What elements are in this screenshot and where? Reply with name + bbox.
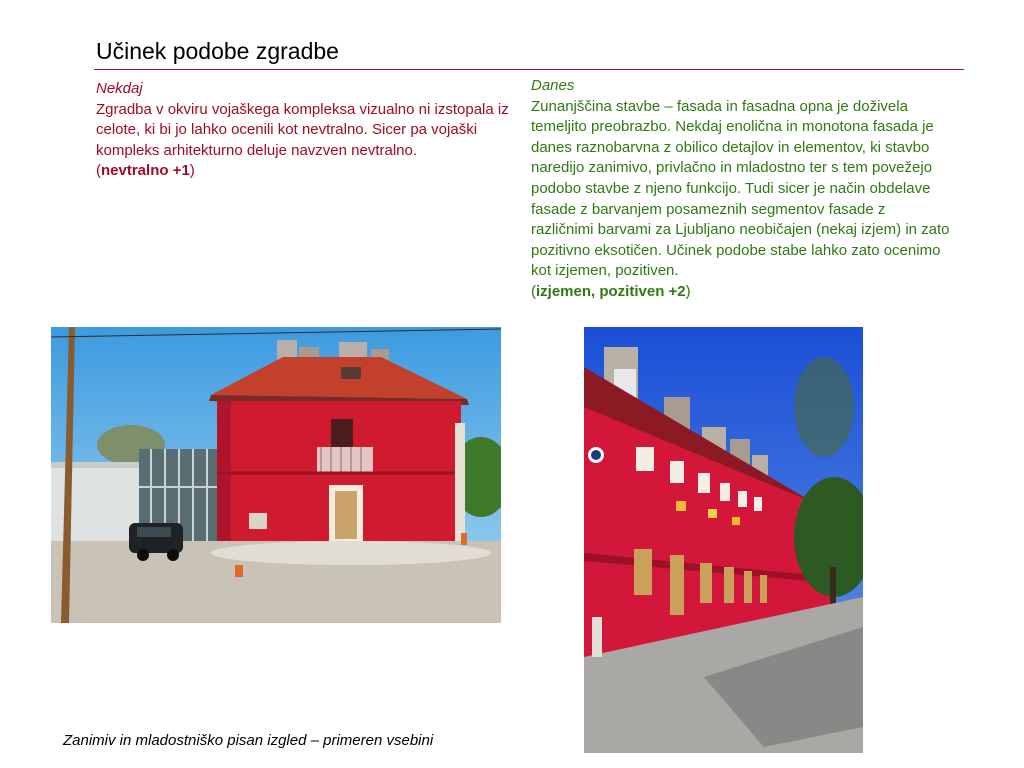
after-rating-value: izjemen, pozitiven +2: [536, 282, 686, 300]
before-rating-value: nevtralno +1: [101, 162, 190, 180]
after-heading: Danes: [531, 77, 575, 94]
before-description: Zgradba v okviru vojaškega kompleksa vizualno ni izstopala iz celote, ki bi jo lahko ocenili kot nevtralno. Sicer pa vojaški kompleks arhitekturno deluje navzven nevtralno.: [96, 100, 509, 159]
before-heading: Nekdaj: [96, 80, 143, 97]
title-divider: [94, 69, 964, 70]
before-column: [96, 79, 516, 182]
before-rating-open: (: [96, 162, 101, 180]
photo-caption: Zanimiv in mladostniško pisan izgled – primeren vsebini: [63, 732, 434, 749]
after-column: [531, 76, 951, 303]
building-front-photo: [51, 327, 501, 623]
building-side-photo: [584, 327, 863, 753]
after-description: Zunanjščina stavbe – fasada in fasadna opna je doživela temeljito preobrazbo. Nekdaj enolična in monotona fasada je danes raznobarvna z obilico detajlov in elementov, ki stavbo naredijo zanimivo, privlačno in mladostno ter s tem povežejo podobo stavbe z njeno funkcijo. Tudi sicer je način obdelave fasade z barvanjem posameznih segmentov fasade z različnimi barvami za Ljubljano neobičajen (nekaj izjem) in zato pozitivno eksotičen. Učinek podobe stabe lahko zato ocenimo kot izjemen, pozitiven.: [531, 97, 950, 280]
before-rating-close: ): [189, 162, 195, 180]
slide-title: Učinek podobe zgradbe: [96, 38, 339, 64]
after-rating-open: (: [531, 282, 536, 300]
after-rating-close: ): [685, 282, 691, 300]
after-rating: [531, 282, 951, 303]
before-rating: [96, 161, 516, 182]
